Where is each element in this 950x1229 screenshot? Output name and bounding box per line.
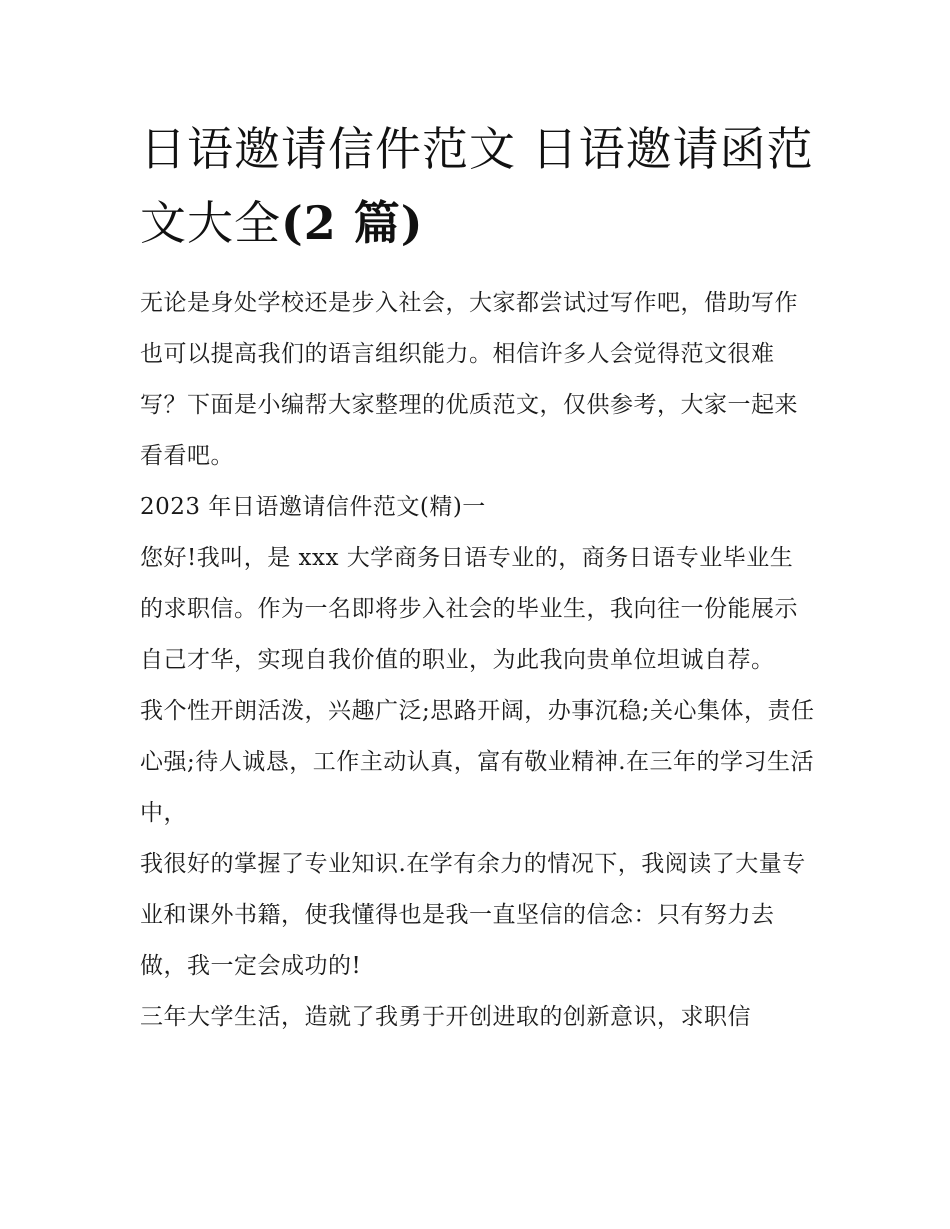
section-heading: 2023 年日语邀请信件范文(精)一 [140, 494, 486, 520]
body-paragraph: 三年大学生活，造就了我勇于开创进取的创新意识，求职信 [140, 1004, 751, 1030]
document-title [140, 112, 815, 260]
document-content [140, 112, 815, 1043]
document-title-main: 日语邀请信件范文 日语邀请函范文大全 [140, 122, 814, 250]
document-title-suffix: (2 篇) [281, 196, 424, 250]
intro-paragraph: 无论是身处学校还是步入社会，大家都尝试过写作吧，借助写作也可以提高我们的语言组织能力。相信许多人会觉得范文很难写？下面是小编帮大家整理的优质范文，仅供参考，大家一起来看看吧。 [140, 290, 798, 469]
body-paragraph: 我很好的掌握了专业知识.在学有余力的情况下，我阅读了大量专业和课外书籍，使我懂得也是我一直坚信的信念：只有努力去做，我一定会成功的! [140, 851, 806, 979]
body-paragraph: 您好!我叫，是 xxx 大学商务日语专业的，商务日语专业毕业生的求职信。作为一名即将步入社会的毕业生，我向往一份能展示自己才华，实现自我价值的职业，为此我向贵单位坦诚自荐。 [140, 545, 798, 673]
body-paragraph: 我个性开朗活泼，兴趣广泛;思路开阔，办事沉稳;关心集体，责任心强;待人诚恳，工作主动认真，富有敬业精神.在三年的学习生活中， [140, 698, 815, 826]
